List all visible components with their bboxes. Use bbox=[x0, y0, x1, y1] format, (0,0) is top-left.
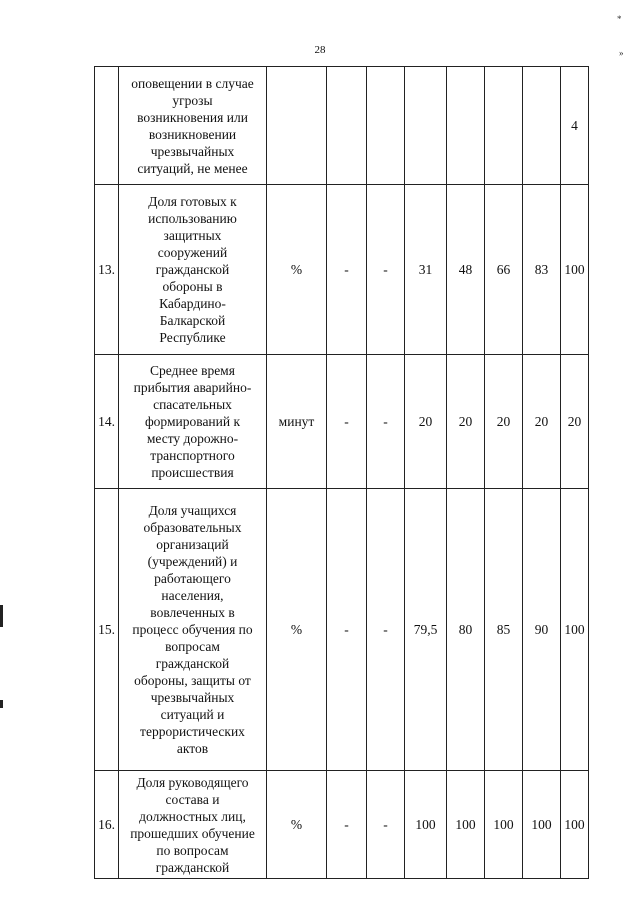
indicator-name: оповещении в случае угрозы возникновения или возникновении чрезвычайных ситуаций, не менее bbox=[119, 67, 267, 185]
value-cell: 20 bbox=[405, 355, 447, 489]
value-cell: 100 bbox=[405, 771, 447, 879]
indicators-table bbox=[94, 66, 589, 879]
indicator-name: Доля учащихся образовательных организаций (учреждений) и работающего населения, вовлеченных в процесс обучения по вопросам гражданской обороны, защиты от чрезвычайных ситуаций и террористических актов bbox=[119, 489, 267, 771]
binding-mark bbox=[0, 605, 3, 627]
value-cell: 31 bbox=[405, 185, 447, 355]
value-cell: 100 bbox=[485, 771, 523, 879]
value-cell: 20 bbox=[485, 355, 523, 489]
indicator-name: Среднее время прибытия аварийно- спасательных формирований к месту дорожно- транспортного происшествия bbox=[119, 355, 267, 489]
corner-mark-top: * bbox=[617, 14, 622, 24]
corner-mark-bottom: » bbox=[619, 48, 624, 58]
value-cell: 48 bbox=[447, 185, 485, 355]
value-cell: 79,5 bbox=[405, 489, 447, 771]
binding-mark bbox=[0, 700, 3, 708]
value-cell: 80 bbox=[447, 489, 485, 771]
value-cell: 100 bbox=[561, 771, 589, 879]
value-cell: 85 bbox=[485, 489, 523, 771]
table-row bbox=[95, 355, 589, 489]
value-cell bbox=[327, 67, 367, 185]
row-number: 13. bbox=[95, 185, 119, 355]
value-cell: - bbox=[327, 355, 367, 489]
value-cell: - bbox=[327, 771, 367, 879]
value-cell: - bbox=[327, 489, 367, 771]
value-cell bbox=[447, 67, 485, 185]
indicator-name: Доля готовых к использованию защитных сооружений гражданской обороны в Кабардино- Балкарской Республике bbox=[119, 185, 267, 355]
value-cell: 100 bbox=[523, 771, 561, 879]
value-cell: 20 bbox=[523, 355, 561, 489]
value-cell bbox=[367, 67, 405, 185]
value-cell: 100 bbox=[561, 489, 589, 771]
row-number: 16. bbox=[95, 771, 119, 879]
value-cell: - bbox=[327, 185, 367, 355]
table-row bbox=[95, 771, 589, 879]
value-cell: 20 bbox=[561, 355, 589, 489]
value-cell bbox=[485, 67, 523, 185]
table-row bbox=[95, 489, 589, 771]
table-row bbox=[95, 67, 589, 185]
value-cell: - bbox=[367, 355, 405, 489]
value-cell bbox=[405, 67, 447, 185]
value-cell: - bbox=[367, 771, 405, 879]
value-cell: 100 bbox=[447, 771, 485, 879]
table-row bbox=[95, 185, 589, 355]
value-cell: 4 bbox=[561, 67, 589, 185]
page-number: 28 bbox=[314, 44, 326, 56]
value-cell: 83 bbox=[523, 185, 561, 355]
unit-cell: минут bbox=[267, 355, 327, 489]
value-cell: - bbox=[367, 185, 405, 355]
value-cell: 20 bbox=[447, 355, 485, 489]
value-cell: 90 bbox=[523, 489, 561, 771]
value-cell bbox=[523, 67, 561, 185]
value-cell: 100 bbox=[561, 185, 589, 355]
unit-cell: % bbox=[267, 489, 327, 771]
row-number: 15. bbox=[95, 489, 119, 771]
unit-cell: % bbox=[267, 185, 327, 355]
value-cell: 66 bbox=[485, 185, 523, 355]
indicator-name: Доля руководящего состава и должностных лиц, прошедших обучение по вопросам гражданской bbox=[119, 771, 267, 879]
value-cell: - bbox=[367, 489, 405, 771]
row-number bbox=[95, 67, 119, 185]
unit-cell: % bbox=[267, 771, 327, 879]
row-number: 14. bbox=[95, 355, 119, 489]
unit-cell bbox=[267, 67, 327, 185]
